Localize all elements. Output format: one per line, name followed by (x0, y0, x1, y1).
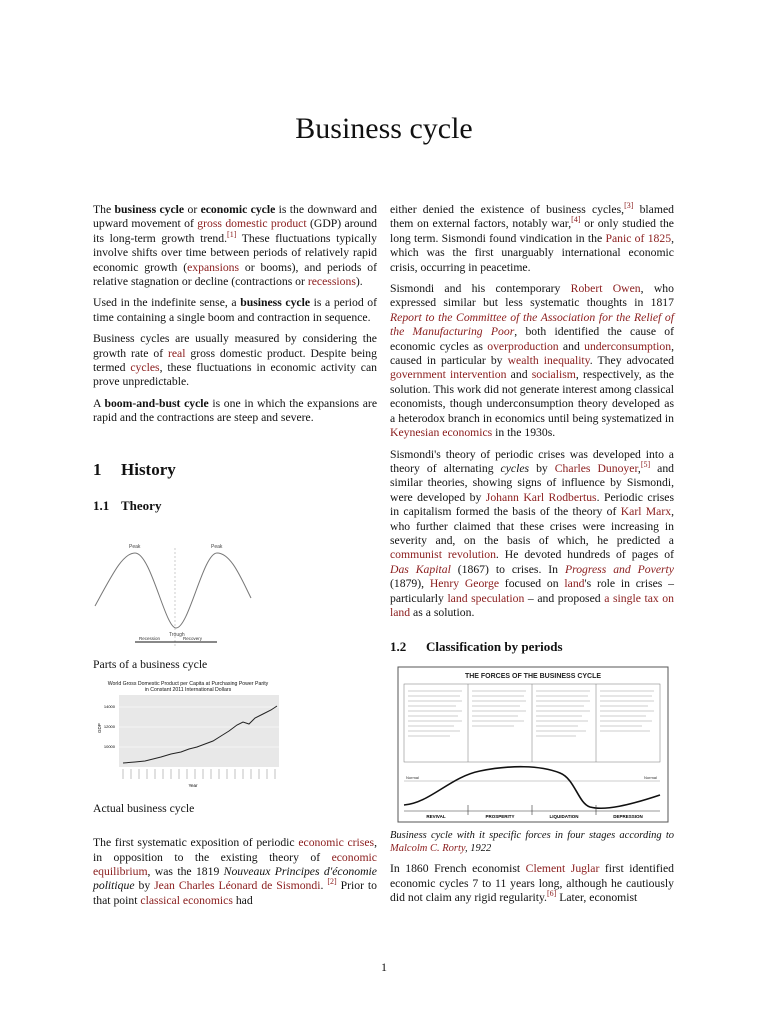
link-recessions[interactable]: recessions (307, 275, 356, 289)
link-classical-economics[interactable]: classical economics (140, 893, 233, 907)
link-economic-crises[interactable]: economic crises (298, 836, 375, 850)
figure-caption-parts: Parts of a business cycle (93, 657, 208, 671)
measurement-paragraph: Business cycles are usually measured by considering the growth rate of real gross domestic product. Despite being termed cycles, these fluctuations in economic activity can prove unpredictable. (93, 332, 377, 389)
recession-label: Recession (139, 635, 161, 641)
continuation-paragraph: either denied the existence of business cycles,[3] blamed them on external factors, notably war,[4] or only studied the long term. Sismondi found vindication in the Panic of 1825, which was the first unarguably international economic crisis, occurring in peacetime. (390, 201, 674, 274)
link-malcolm-rorty[interactable]: Malcolm C. Rorty (390, 843, 465, 855)
link-owen-report[interactable]: Report to the Committee of the Association for the Relief of the Manufacturing Poor (390, 310, 674, 339)
link-clement-juglar[interactable]: Clement Juglar (525, 862, 600, 876)
link-land-speculation[interactable]: land speculation (447, 591, 525, 605)
link-single-tax[interactable]: a single tax on land (390, 591, 674, 619)
subsection-heading-classification: 1.2 Classification by periods (390, 639, 563, 655)
normal-label-right: Normal (644, 774, 657, 780)
figure-caption-actual: Actual business cycle (93, 801, 195, 815)
page-number: 1 (381, 960, 387, 974)
link-economic-equilibrium[interactable]: economic equilibrium (93, 850, 377, 878)
periodic-crises-paragraph: Sismondi's theory of periodic crises was developed into a theory of alternating cycles by Charles Dunoyer,[5] and similar theories, showing signs of influence by Sismondi, were developed by Johann Karl Rodbertus. Periodic crises in capitalism formed the basis of the theory of Karl Marx, who further claimed that these crises were increasing in severity and, on the basis of which, he predicted a communist revolution. He devoted hundreds of pages of Das Kapital (1867) to crises. In Progress and Poverty (1879), Henry George focused on land's role in crises – particularly land speculation – and proposed a single tax on land as a solution. (390, 447, 675, 619)
left-column (93, 203, 377, 915)
definition-paragraph: Used in the indefinite sense, a business cycle is a period of time containing a single boom and contraction in sequence. (93, 296, 378, 324)
subsection-heading-theory: 1.1 Theory (93, 498, 162, 514)
page-title: Business cycle (295, 112, 473, 145)
right-column (390, 203, 674, 912)
link-government-intervention[interactable]: government intervention (390, 368, 507, 382)
link-cycles[interactable]: cycles (130, 361, 160, 375)
link-robert-owen[interactable]: Robert Owen (570, 282, 641, 296)
x-axis-label: Year (188, 783, 198, 789)
link-land[interactable]: land (564, 577, 585, 591)
y-tick-10000: 10000 (103, 744, 115, 750)
link-panic-1825[interactable]: Panic of 1825 (605, 231, 672, 245)
world-gdp-chart (93, 679, 283, 791)
stage-prosperity: PROSPERITY (485, 813, 515, 819)
owen-paragraph: Sismondi and his contemporary Robert Owen, who expressed similar but less systematic thoughts in 1817 Report to the Committee of the Association for the Relief of the Manufacturing Poor, both identified the cause of economic cycles as overproduction and underconsumption, caused in particular by wealth inequality. They advocated government intervention and socialism, respectively, as the solution. This work did not generate interest among classical economists, though underconsumption theory developed as a heterodox branch in economics until being systematized in Keynesian economics in the 1930s. (390, 282, 675, 440)
link-underconsumption[interactable]: underconsumption (584, 339, 672, 353)
history-paragraph: The first systematic exposition of periodic economic crises, in opposition to the existing theory of economic equilibrium, was the 1819 Nouveaux Principes d'économie politique by Jean Charles Léonard de Sismondi. [2] Prior to that point classical economics had (93, 836, 378, 907)
link-communist-revolution[interactable]: communist revolution (390, 548, 496, 562)
figure-title: THE FORCES OF THE BUSINESS CYCLE (464, 672, 602, 680)
link-expansions[interactable]: expansions (187, 260, 240, 274)
chart-title-line1: World Gross Domestic Product per Capita at Purchasing Power Parity (107, 681, 269, 688)
recovery-label: Recovery (183, 635, 203, 641)
intro-paragraph: The business cycle or economic cycle is the downward and upward movement of gross domestic product (GDP) around its long-term growth trend.[1] These fluctuations typically involve shifts over time between periods of relatively rapid economic growth (expansions or booms), and periods of relative stagnation or decline (contractions or recessions). (93, 203, 378, 289)
link-karl-marx[interactable]: Karl Marx (620, 505, 672, 519)
business-cycle-diagram (93, 528, 253, 654)
ref-4[interactable]: [4] (571, 215, 581, 225)
ref-5[interactable]: [5] (640, 460, 651, 470)
ref-1[interactable]: [1] (227, 229, 237, 239)
link-das-kapital[interactable]: Das Kapital (390, 562, 451, 576)
boom-bust-paragraph: A boom-and-bust cycle is one in which the expansions are rapid and the contractions are steep and severe. (93, 396, 378, 425)
y-tick-12000: 12000 (103, 724, 115, 730)
peak-label-1: Peak (129, 543, 141, 550)
peak-label-2: Peak (211, 543, 223, 550)
link-socialism[interactable]: socialism (531, 368, 576, 382)
link-henry-george[interactable]: Henry George (429, 577, 500, 591)
link-wealth-inequality[interactable]: wealth inequality (507, 354, 590, 368)
stage-revival: REVIVAL (426, 813, 446, 819)
stage-depression: DEPRESSION (613, 813, 643, 819)
link-keynesian-economics[interactable]: Keynesian economics (390, 426, 493, 440)
juglar-paragraph: In 1860 French economist Clement Juglar first identified economic cycles 7 to 11 years long, although he cautiously did not claim any rigid regularity.[6] Later, economist (390, 862, 674, 904)
section-heading-history: 1 History (93, 459, 176, 479)
forces-of-business-cycle-figure (390, 665, 674, 825)
link-charles-dunoyer[interactable]: Charles Dunoyer (554, 461, 638, 475)
cycle-wave (95, 553, 251, 628)
stage-liquidation: LIQUIDATION (549, 813, 579, 819)
ref-3[interactable]: [3] (624, 201, 634, 211)
link-gdp[interactable]: gross domestic product (197, 217, 307, 231)
chart-title-line2: in Constant 2011 International Dollars (144, 687, 232, 694)
link-real[interactable]: real (167, 346, 186, 360)
y-axis-label: GDP (97, 723, 102, 734)
normal-label-left: Normal (406, 774, 419, 780)
link-sismondi[interactable]: Jean Charles Léonard de Sismondi (154, 879, 321, 893)
y-tick-14000: 14000 (103, 704, 115, 710)
link-progress-and-poverty[interactable]: Progress and Poverty (564, 562, 674, 576)
ref-2[interactable]: [2] (327, 877, 337, 887)
figure-caption-forces: Business cycle with it specific forces in four stages according to Malcolm C. Rorty, 1922 (390, 830, 674, 855)
trough-label: Trough (169, 631, 185, 638)
link-rodbertus[interactable]: Johann Karl Rodbertus (485, 490, 597, 504)
link-overproduction[interactable]: overproduction (487, 339, 559, 353)
ref-6[interactable]: [6] (546, 889, 557, 899)
